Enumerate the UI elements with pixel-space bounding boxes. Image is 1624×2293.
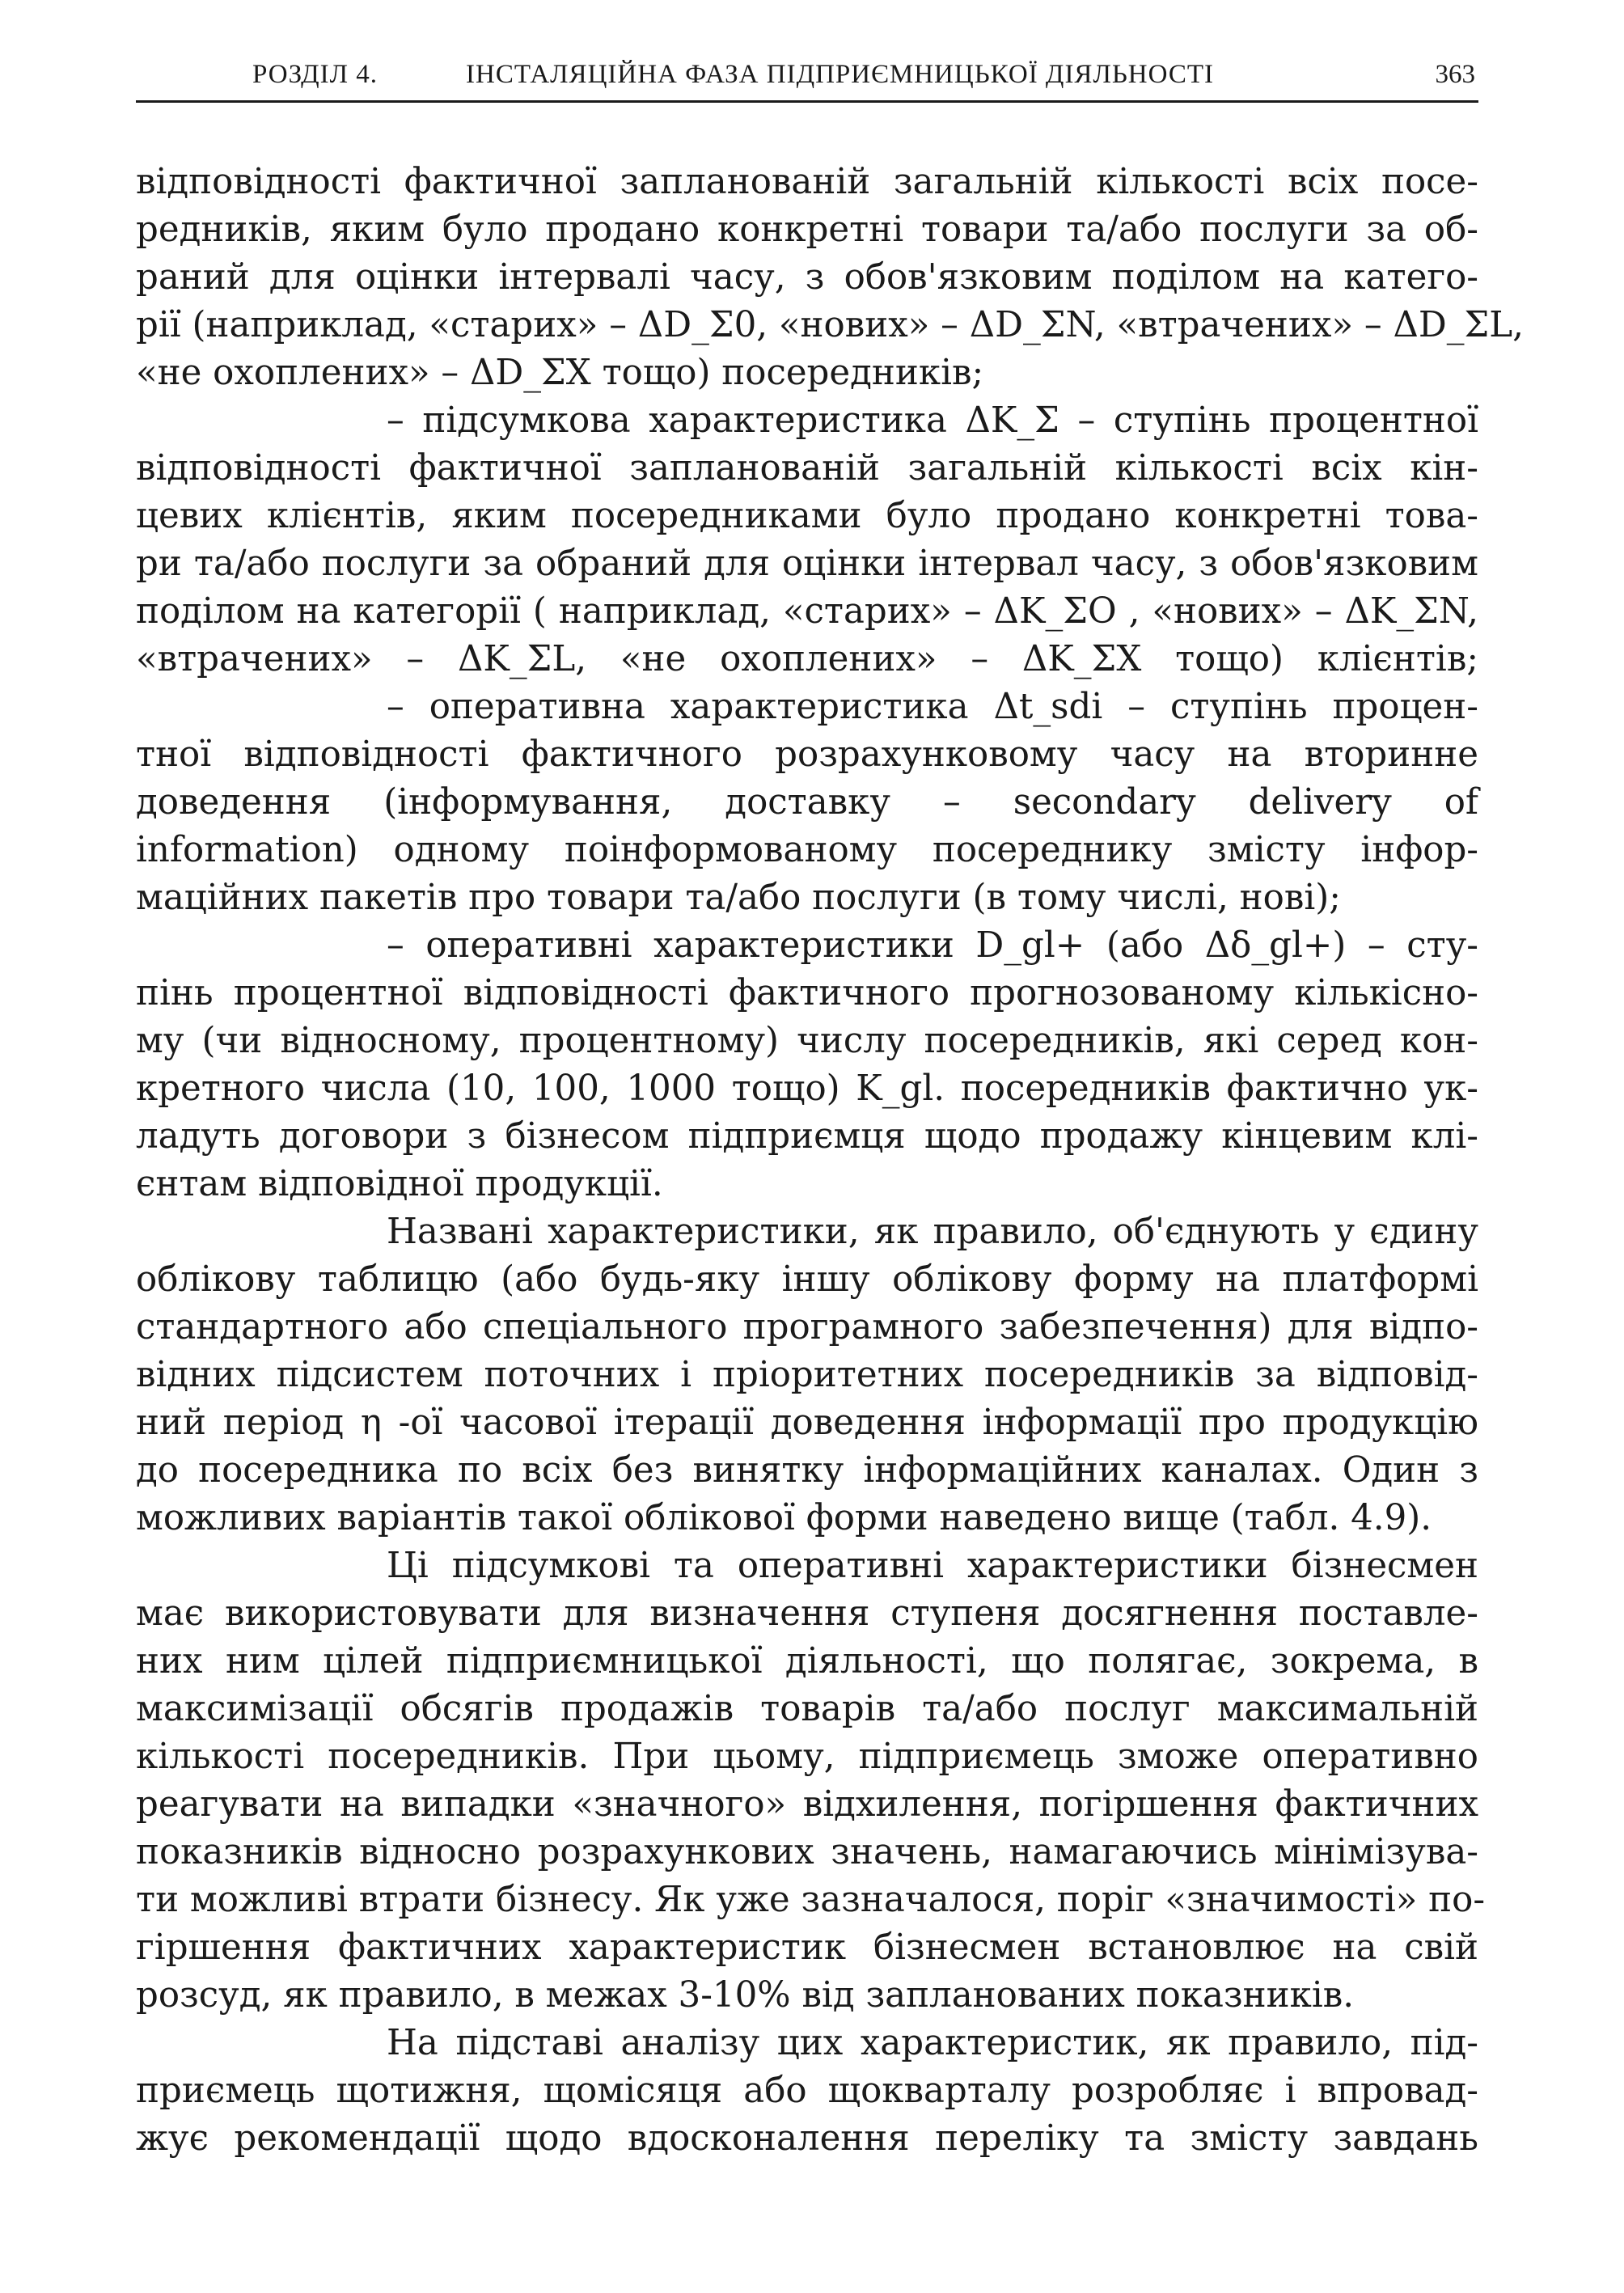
text-line: єнтам відповідної продукції. bbox=[136, 1164, 663, 1204]
text-line: Ці підсумкові та оперативні характеристики бізнесмен bbox=[387, 1546, 1478, 1586]
text-line: має використовувати для визначення ступеня досягнення поставле- bbox=[136, 1593, 1478, 1634]
text-line: максимізації обсягів продажів товарів та/або послуг максимальній bbox=[136, 1689, 1478, 1729]
text-line: – оперативна характеристика Δt_sdi – ступінь процен- bbox=[387, 687, 1478, 727]
text-line: ний період η -ої часової ітерації доведення інформації про продукцію bbox=[136, 1402, 1478, 1443]
text-line: відповідності фактичної запланованій загальній кількості всіх кін- bbox=[136, 448, 1478, 489]
text-line: «втрачених» – ΔK_ΣL, «не охоплених» – ΔK_ΣX тощо) клієнтів; bbox=[136, 639, 1478, 679]
body-text bbox=[136, 159, 1524, 2163]
chapter-label: РОЗДІЛ 4. bbox=[252, 60, 378, 89]
text-line: ти можливі втрати бізнесу. Як уже зазначалося, поріг «значимості» по- bbox=[136, 1880, 1486, 1920]
text-line: можливих варіантів такої облікової форми наведено вище (табл. 4.9). bbox=[136, 1498, 1432, 1538]
text-line: Названі характеристики, як правило, об'єднують у єдину bbox=[387, 1212, 1478, 1252]
text-line: тної відповідності фактичного розрахунковому часу на вторинне bbox=[136, 734, 1478, 775]
text-line: маційних пакетів про товари та/або послуги (в тому числі, нові); bbox=[136, 878, 1341, 918]
text-line: пінь процентної відповідності фактичного прогнозованому кількісно- bbox=[136, 973, 1478, 1013]
text-line: му (чи відносному, процентному) числу посередників, які серед кон- bbox=[136, 1021, 1478, 1061]
text-line: облікову таблицю (або будь-яку іншу облікову форму на платформі bbox=[136, 1259, 1478, 1300]
text-line: приємець щотижня, щомісяця або щокварталу розробляє і впровад- bbox=[136, 2071, 1478, 2111]
running-header bbox=[136, 55, 1478, 103]
page-number: 363 bbox=[1435, 60, 1475, 89]
text-line: ри та/або послуги за обраний для оцінки інтервал часу, з обов'язковим bbox=[136, 544, 1478, 584]
text-line: – оперативні характеристики D_gl+ (або Δδ_gl+) – сту- bbox=[387, 925, 1478, 966]
text-line: – підсумкова характеристика ΔK_Σ – ступінь процентної bbox=[387, 400, 1478, 441]
text-line: поділом на категорії ( наприклад, «старих» – ΔK_ΣO , «нових» – ΔK_ΣN, bbox=[136, 591, 1478, 632]
text-line: доведення (інформування, доставку – secondary delivery of bbox=[136, 782, 1478, 823]
text-line: стандартного або спеціального програмного забезпечення) для відпо- bbox=[136, 1307, 1478, 1347]
text-line: кретного числа (10, 100, 1000 тощо) K_gl. посередників фактично ук- bbox=[136, 1068, 1478, 1109]
text-line: «не охоплених» – ΔD_ΣX тощо) посередників; bbox=[136, 353, 984, 393]
text-line: реагувати на випадки «значного» відхилення, погіршення фактичних bbox=[136, 1784, 1478, 1825]
chapter-title: ІНСТАЛЯЦІЙНА ФАЗА ПІДПРИЄМНИЦЬКОЇ ДІЯЛЬНОСТІ bbox=[466, 60, 1214, 89]
text-line: гіршення фактичних характеристик бізнесмен встановлює на свій bbox=[136, 1927, 1478, 1968]
text-line: до посередника по всіх без винятку інформаційних каналах. Один з bbox=[136, 1450, 1478, 1491]
text-line: ладуть договори з бізнесом підприємця щодо продажу кінцевим клі- bbox=[136, 1116, 1478, 1157]
text-line: відних підсистем поточних і пріоритетних посередників за відповід- bbox=[136, 1355, 1478, 1395]
text-line: На підставі аналізу цих характеристик, як правило, під- bbox=[387, 2023, 1478, 2063]
text-line: цевих клієнтів, яким посередниками було продано конкретні това- bbox=[136, 496, 1478, 536]
text-line: кількості посередників. При цьому, підприємець зможе оперативно bbox=[136, 1737, 1478, 1777]
text-line: відповідності фактичної запланованій загальній кількості всіх посе- bbox=[136, 162, 1478, 202]
text-line: рії (наприклад, «старих» – ΔD_Σ0, «нових» – ΔD_ΣN, «втрачених» – ΔD_ΣL, bbox=[136, 305, 1524, 345]
text-line: показників відносно розрахункових значень, намагаючись мінімізува- bbox=[136, 1832, 1478, 1872]
text-line: раний для оцінки інтервалі часу, з обов'язковим поділом на катего- bbox=[136, 257, 1478, 298]
text-line: редників, яким було продано конкретні товари та/або послуги за об- bbox=[136, 209, 1478, 250]
text-line: них ним цілей підприємницької діяльності, що полягає, зокрема, в bbox=[136, 1641, 1478, 1682]
text-line: розсуд, як правило, в межах 3-10% від запланованих показників. bbox=[136, 1975, 1355, 2016]
text-line: information) одному поінформованому посереднику змісту інфор- bbox=[136, 830, 1478, 870]
text-line: жує рекомендації щодо вдосконалення переліку та змісту завдань bbox=[136, 2118, 1478, 2159]
